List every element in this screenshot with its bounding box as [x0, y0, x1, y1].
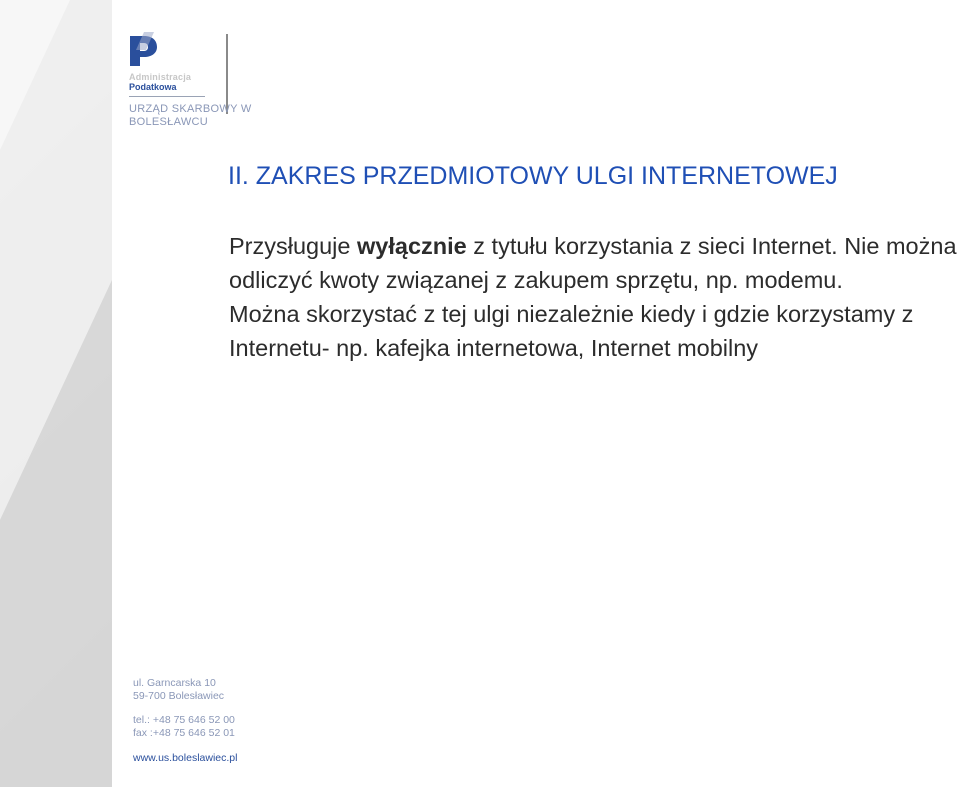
p1-text-start: Przysługuje	[229, 233, 357, 259]
footer-website-link[interactable]: www.us.boleslawiec.pl	[133, 752, 238, 764]
logo-mark	[126, 30, 166, 70]
footer-tel: tel.: +48 75 646 52 00	[133, 714, 235, 726]
sidebar-shapes	[0, 0, 112, 787]
slide-body	[229, 229, 957, 365]
office-name-line2: BOLESŁAWCU	[129, 116, 209, 128]
brand-name-line2: Podatkowa	[129, 82, 177, 92]
sidebar-decoration	[0, 0, 112, 787]
p1-text-end: z tytułu korzystania z sieci Internet. Nie można odliczyć kwoty związanej z zakupem sprzętu, np. modemu.	[229, 233, 957, 293]
slide-title: II. ZAKRES PRZEDMIOTOWY ULGI INTERNETOWEJ	[228, 162, 838, 190]
body-paragraph-1	[229, 229, 957, 297]
office-name-line1: URZĄD SKARBOWY W	[129, 103, 252, 115]
footer-street: ul. Garncarska 10	[133, 677, 216, 689]
header-vertical-divider	[226, 34, 228, 114]
brand-name-line1: Administracja	[129, 72, 192, 82]
brand-divider	[129, 96, 205, 97]
body-paragraph-2: Można skorzystać z tej ulgi niezależnie kiedy i gdzie korzystamy z Internetu- np. kafejka internetowa, Internet mobilny	[229, 301, 914, 361]
p1-emphasis: wyłącznie	[357, 233, 467, 259]
footer-fax: fax :+48 75 646 52 01	[133, 727, 235, 739]
footer-city: 59-700 Bolesławiec	[133, 690, 225, 702]
